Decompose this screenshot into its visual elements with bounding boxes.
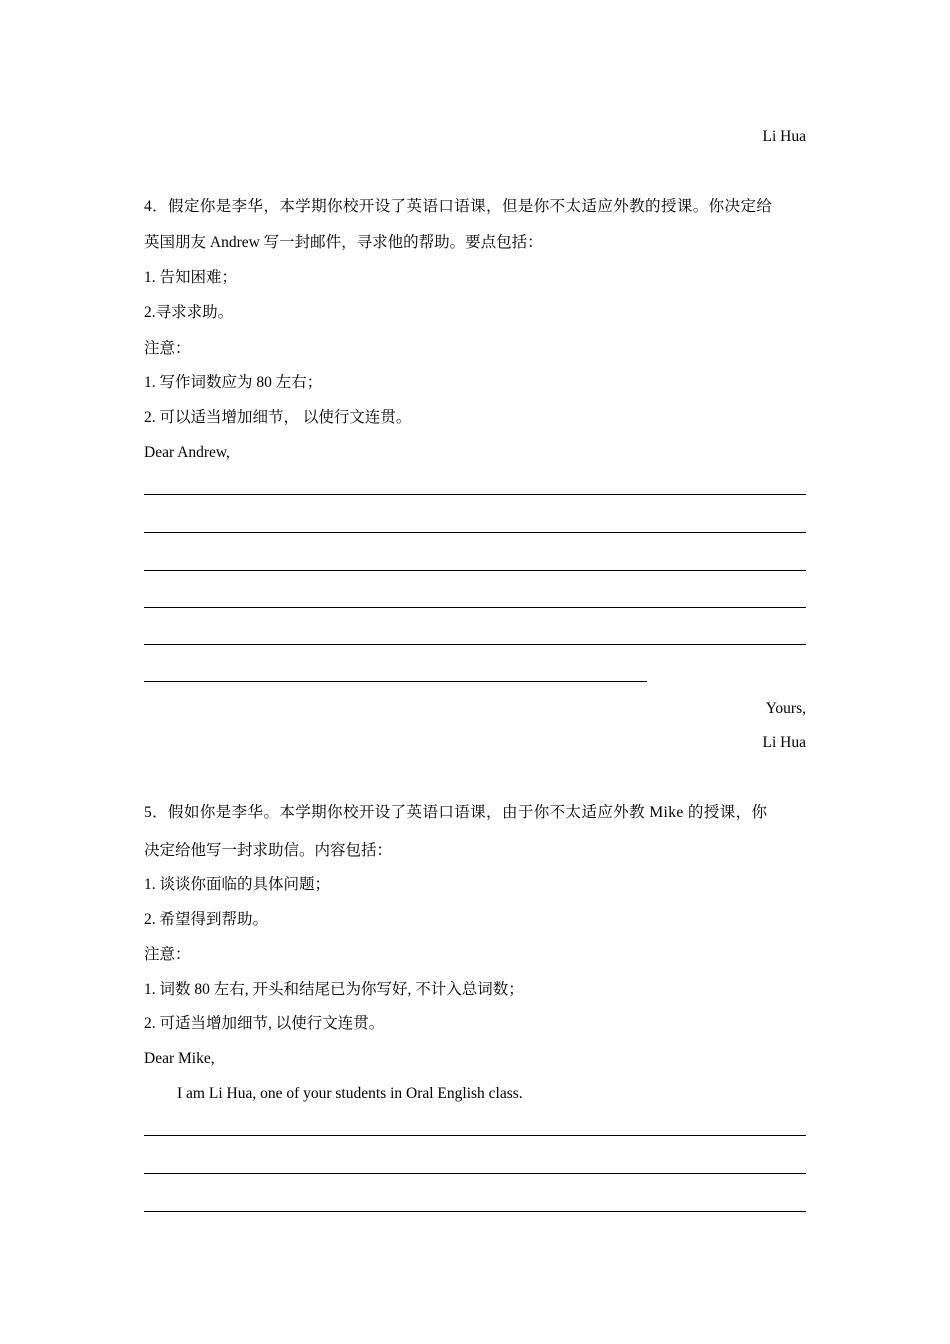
q4-signature: Li Hua — [762, 734, 806, 751]
q4-note-2: 2. 可以适当增加细节， 以使行文连贯。 — [144, 409, 412, 426]
q5-prompt-line-2: 决定给他写一封求助信。内容包括： — [144, 842, 393, 859]
q5-writing-line-2[interactable] — [144, 1173, 806, 1174]
q5-point-2: 2. 希望得到帮助。 — [144, 911, 269, 928]
q5-opening-sentence: I am Li Hua, one of your students in Oral English class. — [177, 1085, 523, 1102]
q4-writing-line-5[interactable] — [144, 644, 806, 645]
top-signature: Li Hua — [762, 128, 806, 145]
q4-point-2: 2.寻求求助。 — [144, 304, 234, 321]
q4-writing-line-1[interactable] — [144, 494, 806, 495]
q4-salutation: Dear Andrew, — [144, 444, 230, 461]
q4-notes-label: 注意： — [144, 340, 191, 357]
q4-point-1: 1. 告知困难； — [144, 269, 238, 286]
q5-writing-line-1[interactable] — [144, 1135, 806, 1136]
q4-note-1: 1. 写作词数应为 80 左右； — [144, 374, 323, 391]
q5-writing-line-3[interactable] — [144, 1211, 806, 1212]
q4-writing-line-4[interactable] — [144, 607, 806, 608]
q5-notes-label: 注意： — [144, 946, 191, 963]
q4-writing-line-2[interactable] — [144, 532, 806, 533]
q5-note-1: 1. 词数 80 左右, 开头和结尾已为你写好, 不计入总词数； — [144, 981, 524, 998]
q4-prompt-line-1: 4．假定你是李华，本学期你校开设了英语口语课，但是你不太适应外教的授课。你决定给 — [144, 198, 773, 215]
q4-prompt-line-2: 英国朋友 Andrew 写一封邮件，寻求他的帮助。要点包括： — [144, 234, 543, 251]
q4-closing: Yours, — [765, 700, 806, 717]
q4-writing-line-3[interactable] — [144, 570, 806, 571]
q5-prompt-line-1: 5．假如你是李华。本学期你校开设了英语口语课，由于你不太适应外教 Mike 的授课，你 — [144, 804, 768, 821]
q5-salutation: Dear Mike, — [144, 1050, 215, 1067]
q5-note-2: 2. 可适当增加细节, 以使行文连贯。 — [144, 1015, 385, 1032]
q4-writing-line-6[interactable] — [144, 681, 647, 682]
q5-point-1: 1. 谈谈你面临的具体问题； — [144, 876, 331, 893]
